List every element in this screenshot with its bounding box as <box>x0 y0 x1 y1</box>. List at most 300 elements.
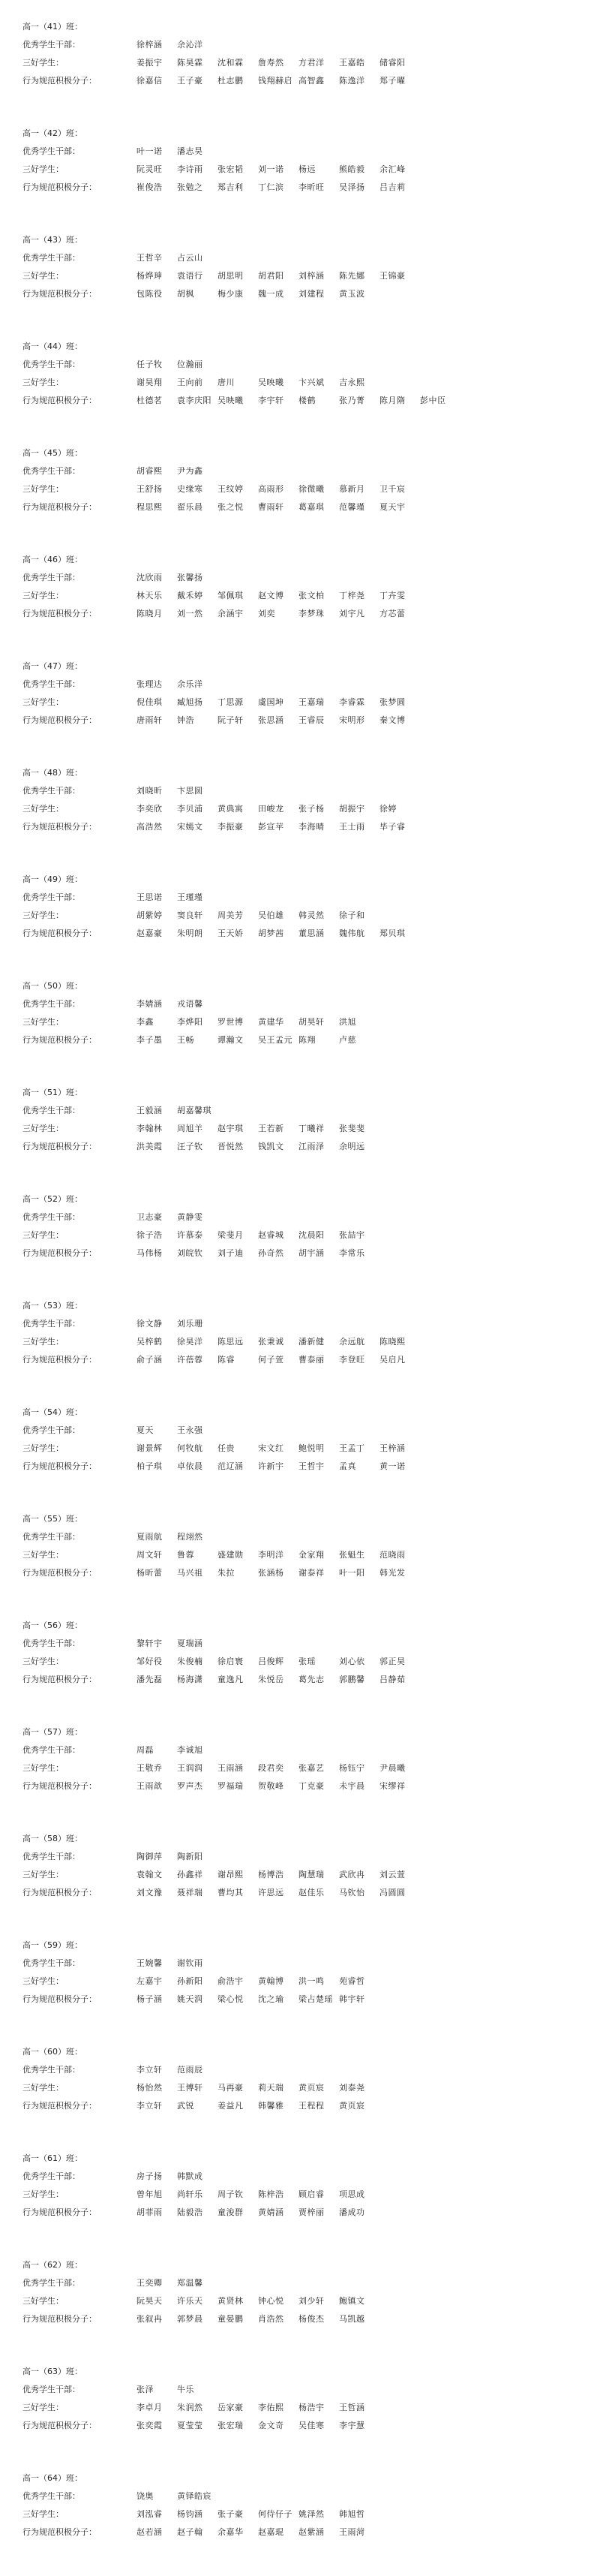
student-name: 黄婧涵 <box>258 2207 284 2217</box>
name-list <box>136 1226 380 1244</box>
student-name: 孙奇然 <box>258 1248 284 1258</box>
row-label: 三好学生： <box>22 1870 64 1879</box>
student-name: 黄玉波 <box>339 289 365 299</box>
cadre-row <box>22 2274 600 2292</box>
row-label: 优秀学生干部： <box>22 1425 80 1435</box>
student-name: 陈思远 <box>218 1337 244 1347</box>
student-name: 丁仁滨 <box>258 182 284 192</box>
student-name: 郑贝琪 <box>380 928 406 938</box>
student-name: 金文奇 <box>258 2421 284 2430</box>
class-title: 高一（41）班： <box>22 22 82 32</box>
three-good-row <box>22 1333 600 1351</box>
student-name: 范辽涵 <box>218 1461 244 1471</box>
student-name: 刘建程 <box>298 289 325 299</box>
name-list <box>136 54 420 72</box>
student-name: 李海晴 <box>298 822 325 832</box>
student-name: 宋文红 <box>258 1443 284 1453</box>
student-name: 曹雨轩 <box>258 502 284 512</box>
class-title: 高一（62）班： <box>22 2260 82 2270</box>
name-list <box>136 2381 218 2399</box>
model-row <box>22 818 600 836</box>
student-name: 崔俊浩 <box>136 182 163 192</box>
student-name: 谢景辉 <box>136 1443 163 1453</box>
student-name: 徐文静 <box>136 1319 163 1329</box>
student-name: 丁思源 <box>218 697 244 707</box>
row-label: 三好学生： <box>22 2083 64 2093</box>
model-row <box>22 1991 600 2009</box>
name-list <box>136 2079 380 2097</box>
student-name: 张魁生 <box>339 1550 365 1560</box>
model-row <box>22 179 600 197</box>
name-list <box>136 1973 380 1991</box>
row-label: 三好学生： <box>22 1017 64 1027</box>
student-name: 陶御萍 <box>136 1852 163 1861</box>
name-list <box>136 907 380 925</box>
student-name: 李翰林 <box>136 1124 163 1133</box>
student-name: 钱翔赫启 <box>258 76 292 86</box>
student-name: 程翊然 <box>177 1532 203 1542</box>
student-name: 宋明形 <box>339 715 365 725</box>
student-name: 鲁蓉 <box>177 1550 194 1560</box>
student-name: 刘云萱 <box>380 1870 406 1879</box>
class-title: 高一（56）班： <box>22 1621 82 1630</box>
row-label: 三好学生： <box>22 378 64 387</box>
student-name: 项思成 <box>339 2189 365 2199</box>
name-list <box>136 1955 218 1973</box>
student-name: 马兴祖 <box>177 1568 203 1578</box>
name-list <box>136 676 218 694</box>
student-name: 姚泽然 <box>298 2509 325 2519</box>
student-name: 汪子钦 <box>177 1142 203 1151</box>
row-label: 优秀学生干部： <box>22 1106 80 1115</box>
student-name: 赵若涵 <box>136 2527 163 2537</box>
student-name: 胡振宇 <box>339 804 365 814</box>
student-name: 王奕卿 <box>136 2278 163 2288</box>
student-name: 谭瀚文 <box>218 1035 244 1045</box>
student-name: 程思熙 <box>136 502 163 512</box>
student-name: 潘新健 <box>298 1337 325 1347</box>
three-good-row <box>22 374 600 392</box>
student-name: 余明远 <box>339 1142 365 1151</box>
row-label: 优秀学生干部： <box>22 1532 80 1542</box>
student-name: 朱润然 <box>177 2403 203 2412</box>
student-name: 夏天宇 <box>380 502 406 512</box>
class-title: 高一（54）班： <box>22 1407 82 1417</box>
student-name: 田峻龙 <box>258 804 284 814</box>
name-list <box>136 1991 380 2009</box>
student-name: 沈欣雨 <box>136 573 163 582</box>
student-name: 梁心悦 <box>218 1994 244 2004</box>
student-name: 马凯越 <box>339 2314 365 2324</box>
student-name: 叶一阳 <box>339 1568 365 1578</box>
student-name: 黎轩宇 <box>136 1639 163 1648</box>
class-title: 高一（50）班： <box>22 981 82 991</box>
student-name: 李佑熙 <box>258 2403 284 2412</box>
student-name: 黄静雯 <box>177 1212 203 1222</box>
student-name: 何子萱 <box>258 1355 284 1365</box>
name-list <box>136 1244 380 1262</box>
student-name: 胡紫婷 <box>136 910 163 920</box>
student-name: 徐昊洋 <box>177 1337 203 1347</box>
student-name: 余沁洋 <box>177 40 203 50</box>
cadre-row <box>22 2168 600 2186</box>
name-list <box>136 2168 218 2186</box>
row-label: 优秀学生干部： <box>22 573 80 582</box>
model-row <box>22 1458 600 1476</box>
student-name: 刘一然 <box>177 609 203 618</box>
cadre-row <box>22 782 600 800</box>
student-name: 江雨泽 <box>298 1142 325 1151</box>
student-name: 赵嘉豪 <box>136 928 163 938</box>
class-block <box>22 2363 600 2469</box>
student-name: 顾启睿 <box>298 2189 325 2199</box>
class-block <box>22 18 600 125</box>
name-list <box>136 2505 380 2523</box>
student-name: 黄页宸 <box>298 2083 325 2093</box>
class-block <box>22 871 600 977</box>
three-good-row <box>22 2505 600 2523</box>
row-label: 行为规范积极分子： <box>22 1675 97 1684</box>
name-list <box>136 1315 218 1333</box>
cadre-row <box>22 1635 600 1653</box>
student-name: 王博轩 <box>177 2083 203 2093</box>
student-name: 魏伟航 <box>339 928 365 938</box>
student-name: 史缘寒 <box>177 484 203 494</box>
student-name: 周磊 <box>136 1745 154 1755</box>
student-name: 韩宇轩 <box>339 1994 365 2004</box>
student-name: 钟浩 <box>177 715 194 725</box>
student-name: 陈翔 <box>298 1035 316 1045</box>
student-name: 陈先娜 <box>339 271 365 281</box>
student-name: 谢钦雨 <box>177 1958 203 1968</box>
row-label: 行为规范积极分子： <box>22 715 97 725</box>
row-label: 三好学生： <box>22 804 64 814</box>
student-name: 武锐 <box>177 2101 194 2111</box>
cadre-row <box>22 1208 600 1226</box>
three-good-row <box>22 1120 600 1138</box>
model-row <box>22 2310 600 2328</box>
student-name: 杨远 <box>298 164 316 174</box>
student-name: 王思诺 <box>136 892 163 902</box>
student-name: 谢昊翔 <box>136 378 163 387</box>
student-name: 王睿辰 <box>298 715 325 725</box>
model-row <box>22 1031 600 1049</box>
model-row <box>22 1884 600 1902</box>
class-title: 高一（60）班： <box>22 2047 82 2057</box>
row-label: 三好学生： <box>22 1124 64 1133</box>
student-name: 袁语行 <box>177 271 203 281</box>
name-list <box>136 2204 380 2222</box>
three-good-row <box>22 2186 600 2204</box>
student-name: 虞国坤 <box>258 697 284 707</box>
three-good-row <box>22 1546 600 1564</box>
cadre-row <box>22 462 600 480</box>
name-list <box>136 2061 218 2079</box>
row-label: 三好学生： <box>22 1763 64 1773</box>
cadre-row <box>22 995 600 1013</box>
student-name: 房子扬 <box>136 2171 163 2181</box>
student-name: 姜振宇 <box>136 58 163 68</box>
student-name: 占云山 <box>177 253 203 263</box>
student-name: 高智鑫 <box>298 76 325 86</box>
student-name: 杨子涵 <box>136 1994 163 2004</box>
student-name: 赵嘉琨 <box>258 2527 284 2537</box>
row-label: 优秀学生干部： <box>22 40 80 50</box>
row-label: 三好学生： <box>22 164 64 174</box>
student-name: 周旭羊 <box>177 1124 203 1133</box>
student-name: 储睿阳 <box>380 58 406 68</box>
student-name: 卞思圆 <box>177 786 203 796</box>
student-name: 马再豪 <box>218 2083 244 2093</box>
student-name: 许慕泰 <box>177 1230 203 1240</box>
row-label: 优秀学生干部： <box>22 2171 80 2181</box>
row-label: 三好学生： <box>22 58 64 68</box>
student-name: 许新宇 <box>258 1461 284 1471</box>
student-name: 韩旭哲 <box>339 2509 365 2519</box>
student-name: 赵睿城 <box>258 1230 284 1240</box>
student-name: 张涵杨 <box>258 1568 284 1578</box>
three-good-row <box>22 800 600 818</box>
student-name: 张泽 <box>136 2385 154 2394</box>
row-label: 行为规范积极分子： <box>22 2421 97 2430</box>
student-name: 许乐天 <box>177 2296 203 2306</box>
name-list <box>136 2186 380 2204</box>
student-name: 夏莹莹 <box>177 2421 203 2430</box>
student-name: 李宇轩 <box>258 396 284 405</box>
student-name: 余汇峰 <box>380 164 406 174</box>
cadre-row <box>22 1315 600 1333</box>
student-name: 黄页宸 <box>339 2101 365 2111</box>
student-name: 柏子琪 <box>136 1461 163 1471</box>
row-label: 三好学生： <box>22 1976 64 1986</box>
name-list <box>136 267 420 285</box>
row-label: 行为规范积极分子： <box>22 76 97 86</box>
student-name: 何牧航 <box>177 1443 203 1453</box>
row-label: 优秀学生干部： <box>22 2491 80 2501</box>
name-list <box>136 462 218 480</box>
student-name: 沈和霖 <box>218 58 244 68</box>
student-name: 李明洋 <box>258 1550 284 1560</box>
row-label: 三好学生： <box>22 271 64 281</box>
name-list <box>136 498 420 516</box>
student-name: 夏雨航 <box>136 1532 163 1542</box>
row-label: 行为规范积极分子： <box>22 2207 97 2217</box>
student-name: 黄铎皓宸 <box>177 2491 212 2501</box>
three-good-row <box>22 1759 600 1777</box>
student-name: 吴启凡 <box>380 1355 406 1365</box>
row-label: 优秀学生干部： <box>22 253 80 263</box>
class-title: 高一（46）班： <box>22 555 82 564</box>
student-name: 丁卉雯 <box>380 591 406 600</box>
student-name: 岳家豪 <box>218 2403 244 2412</box>
name-list <box>136 285 380 303</box>
row-label: 三好学生： <box>22 910 64 920</box>
student-name: 俞浩宇 <box>218 1976 244 1986</box>
student-name: 鲍镇文 <box>339 2296 365 2306</box>
student-name: 王毅涵 <box>136 1106 163 1115</box>
student-name: 姚天润 <box>177 1994 203 2004</box>
name-list <box>136 1422 218 1440</box>
student-name: 阮灵旺 <box>136 164 163 174</box>
name-list <box>136 2274 218 2292</box>
name-list <box>136 1653 420 1671</box>
student-name: 童晏鹏 <box>218 2314 244 2324</box>
student-name: 张思涵 <box>258 715 284 725</box>
student-name: 袁李庆阳 <box>177 396 212 405</box>
student-name: 朱俊楠 <box>177 1657 203 1666</box>
student-name: 沈之瑜 <box>258 1994 284 2004</box>
student-name: 徐婷 <box>380 804 397 814</box>
row-label: 行为规范积极分子： <box>22 1142 97 1151</box>
row-label: 三好学生： <box>22 1443 64 1453</box>
three-good-row <box>22 1226 600 1244</box>
student-name: 胡梦茜 <box>258 928 284 938</box>
student-name: 张奕霞 <box>136 2421 163 2430</box>
student-name: 张秉诚 <box>258 1337 284 1347</box>
student-name: 王敬乔 <box>136 1763 163 1773</box>
student-name: 王畅 <box>177 1035 194 1045</box>
student-name: 罗福瑞 <box>218 1781 244 1791</box>
class-title: 高一（49）班： <box>22 874 82 884</box>
name-list <box>136 249 218 267</box>
student-name: 倪佳琪 <box>136 697 163 707</box>
student-name: 郑子曜 <box>380 76 406 86</box>
student-name: 杨怡然 <box>136 2083 163 2093</box>
model-row <box>22 1777 600 1795</box>
cadre-row <box>22 889 600 907</box>
class-title: 高一（45）班： <box>22 448 82 458</box>
student-name: 尚轩乐 <box>177 2189 203 2199</box>
student-name: 杨昕蕾 <box>136 1568 163 1578</box>
student-name: 何侍仔子 <box>258 2509 292 2519</box>
student-name: 孙新阳 <box>177 1976 203 1986</box>
class-title: 高一（61）班： <box>22 2153 82 2163</box>
class-block <box>22 1190 600 1297</box>
student-name: 牛乐 <box>177 2385 194 2394</box>
row-label: 行为规范积极分子： <box>22 1994 97 2004</box>
row-label: 优秀学生干部： <box>22 679 80 689</box>
student-name: 黄典寓 <box>218 804 244 814</box>
student-name: 徐启寰 <box>218 1657 244 1666</box>
model-row <box>22 1351 600 1369</box>
name-list <box>136 356 218 374</box>
student-name: 王雨涵 <box>218 1763 244 1773</box>
row-label: 三好学生： <box>22 1230 64 1240</box>
student-name: 马钦怡 <box>339 1888 365 1897</box>
student-name: 吴伯雄 <box>258 910 284 920</box>
name-list <box>136 1759 420 1777</box>
cadre-row <box>22 1741 600 1759</box>
three-good-row <box>22 907 600 925</box>
student-name: 卫千宸 <box>380 484 406 494</box>
class-block <box>22 2043 600 2150</box>
model-row <box>22 1564 600 1582</box>
cadre-row <box>22 1422 600 1440</box>
model-row <box>22 498 600 516</box>
name-list <box>136 1546 420 1564</box>
student-name: 张瑶 <box>298 1657 316 1666</box>
student-name: 韩默成 <box>177 2171 203 2181</box>
row-label: 三好学生： <box>22 591 64 600</box>
student-name: 郭梦晨 <box>177 2314 203 2324</box>
name-list <box>136 2487 218 2505</box>
student-name: 张理达 <box>136 679 163 689</box>
model-row <box>22 605 600 623</box>
row-label: 三好学生： <box>22 2509 64 2519</box>
student-name: 王纹婷 <box>218 484 244 494</box>
student-name: 李常乐 <box>339 1248 365 1258</box>
name-list <box>136 1333 420 1351</box>
student-name: 邹好役 <box>136 1657 163 1666</box>
name-list <box>136 2097 380 2115</box>
name-list <box>136 2310 380 2328</box>
student-name: 袁翰文 <box>136 1870 163 1879</box>
student-name: 熊皓毅 <box>339 164 365 174</box>
class-title: 高一（57）班： <box>22 1727 82 1737</box>
student-name: 罗声杰 <box>177 1781 203 1791</box>
student-name: 陈梓浩 <box>258 2189 284 2199</box>
student-name: 位瀚丽 <box>177 360 203 369</box>
student-name: 翟乐晨 <box>177 502 203 512</box>
name-list <box>136 2523 380 2541</box>
student-name: 赵紫涵 <box>298 2527 325 2537</box>
row-label: 优秀学生干部： <box>22 892 80 902</box>
student-name: 潘成功 <box>339 2207 365 2217</box>
cadre-row <box>22 1528 600 1546</box>
student-name: 饶奥 <box>136 2491 154 2501</box>
student-name: 胡枫 <box>177 289 194 299</box>
student-name: 李婧涵 <box>136 999 163 1009</box>
student-name: 张乃菁 <box>339 396 365 405</box>
class-block <box>22 1404 600 1510</box>
cadre-row <box>22 1102 600 1120</box>
row-label: 优秀学生干部： <box>22 1319 80 1329</box>
student-name: 徐子和 <box>339 910 365 920</box>
student-name: 刘梓涵 <box>298 271 325 281</box>
student-name: 聂祥瑞 <box>177 1888 203 1897</box>
three-good-row <box>22 161 600 179</box>
student-name: 姜益凡 <box>218 2101 244 2111</box>
student-name: 卓依晨 <box>177 1461 203 1471</box>
student-name: 童逸凡 <box>218 1675 244 1684</box>
student-name: 尹为鑫 <box>177 466 203 476</box>
class-title: 高一（52）班： <box>22 1194 82 1204</box>
row-label: 优秀学生干部： <box>22 1745 80 1755</box>
student-name: 余远航 <box>339 1337 365 1347</box>
student-name: 郑吉利 <box>218 182 244 192</box>
student-name: 陈晓熙 <box>380 1337 406 1347</box>
student-name: 王哲宇 <box>298 1461 325 1471</box>
student-name: 李梦珠 <box>298 609 325 618</box>
student-name: 葛先志 <box>298 1675 325 1684</box>
student-name: 曾年旭 <box>136 2189 163 2199</box>
student-name: 任子牧 <box>136 360 163 369</box>
student-name: 张子豪 <box>218 2509 244 2519</box>
row-label: 行为规范积极分子： <box>22 1568 97 1578</box>
student-name: 杜德茗 <box>136 396 163 405</box>
student-name: 范晓雨 <box>380 1550 406 1560</box>
row-label: 行为规范积极分子： <box>22 1781 97 1791</box>
student-name: 王天娇 <box>218 928 244 938</box>
name-list <box>136 1671 420 1689</box>
student-name: 周文轩 <box>136 1550 163 1560</box>
three-good-row <box>22 1973 600 1991</box>
name-list <box>136 480 420 498</box>
class-block <box>22 1723 600 1830</box>
cadre-row <box>22 1955 600 1973</box>
row-label: 三好学生： <box>22 2296 64 2306</box>
student-name: 王永强 <box>177 1425 203 1435</box>
